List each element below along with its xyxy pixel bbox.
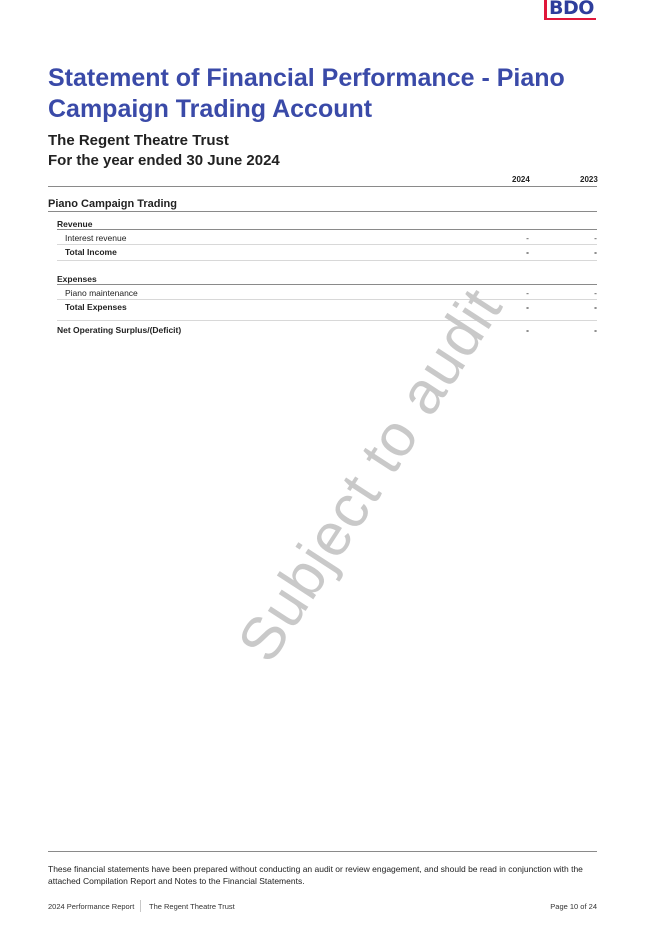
watermark: Subject to audit (224, 276, 515, 673)
row-divider (57, 299, 597, 300)
column-header-2024: 2024 (512, 175, 530, 184)
page-number: Page 10 of 24 (550, 902, 597, 911)
value-2023: - (594, 233, 597, 243)
expenses-heading: Expenses (57, 274, 97, 284)
net-surplus-2024: - (526, 325, 529, 335)
logo-text: BDO (549, 0, 594, 19)
total-expenses-label: Total Expenses (65, 302, 127, 312)
revenue-heading: Revenue (57, 219, 93, 229)
disclaimer-text: These financial statements have been prepared without conducting an audit or review engagement, and should be read in conjunction with the attached Compilation Report and Notes to the Financial Statements. (48, 864, 583, 886)
row-divider (57, 320, 597, 321)
row-label: Interest revenue (65, 233, 127, 243)
value-2023: - (594, 288, 597, 298)
total-income-2024: - (526, 247, 529, 257)
footer-divider (48, 851, 597, 852)
net-surplus-row (48, 325, 597, 337)
net-surplus-2023: - (594, 325, 597, 335)
total-expenses-2024: - (526, 302, 529, 312)
section-title: Piano Campaign Trading (48, 198, 177, 210)
organisation-name: The Regent Theatre Trust (48, 132, 229, 149)
total-income-row (48, 247, 597, 259)
reporting-period: For the year ended 30 June 2024 (48, 152, 280, 169)
revenue-divider (57, 229, 597, 230)
row-divider (57, 244, 597, 245)
footer-separator (140, 900, 141, 912)
page-title: Statement of Financial Performance - Piano Campaign Trading Account (48, 64, 565, 123)
bdo-logo (544, 0, 596, 20)
footer-report-name: 2024 Performance Report (48, 902, 135, 911)
header-divider (48, 186, 597, 187)
total-income-2023: - (594, 247, 597, 257)
row-label: Piano maintenance (65, 288, 138, 298)
total-expenses-2023: - (594, 302, 597, 312)
row-divider (57, 260, 597, 261)
value-2024: - (526, 288, 529, 298)
footer-organisation: The Regent Theatre Trust (149, 902, 235, 911)
net-surplus-label: Net Operating Surplus/(Deficit) (57, 325, 182, 335)
column-header-2023: 2023 (580, 175, 598, 184)
section-divider (48, 211, 597, 212)
value-2024: - (526, 233, 529, 243)
expenses-divider (57, 284, 597, 285)
total-income-label: Total Income (65, 247, 117, 257)
